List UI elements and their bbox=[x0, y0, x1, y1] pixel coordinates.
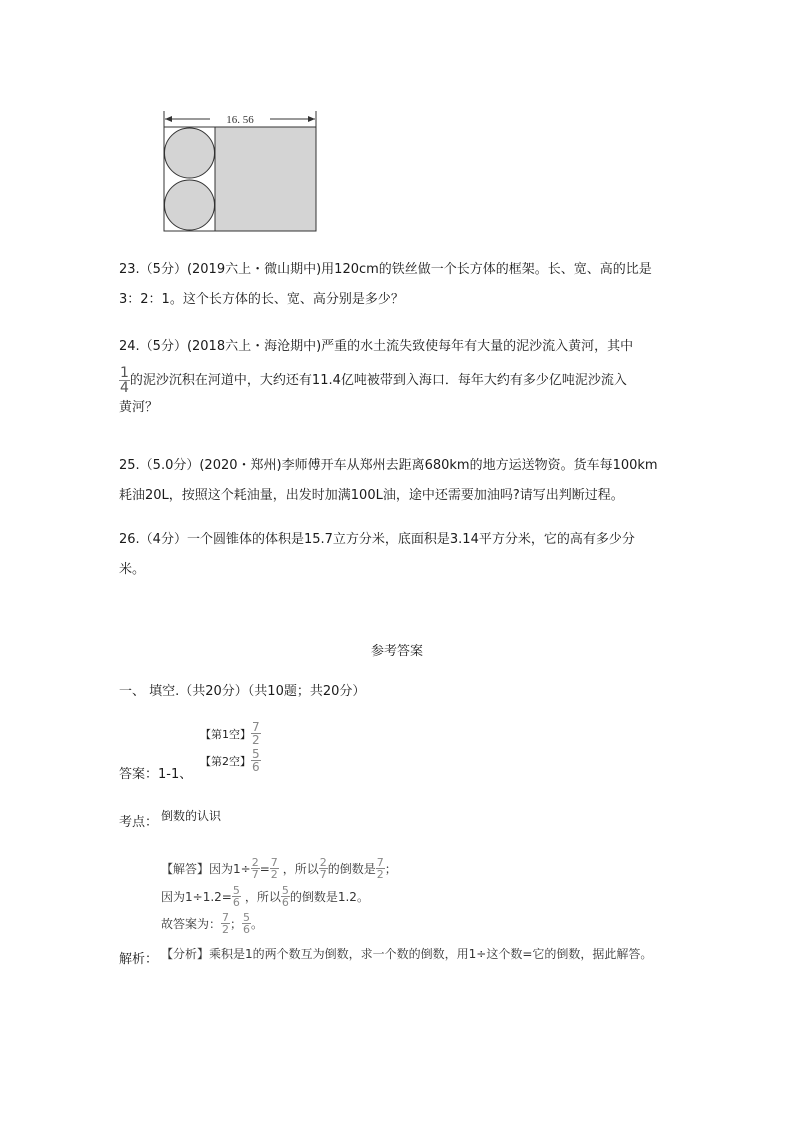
blank2-row bbox=[200, 748, 261, 773]
sol-l1-frac1: $\frac{2}{7}$ bbox=[251, 856, 259, 881]
q24-line3: 黄河？ bbox=[119, 400, 159, 415]
q25-line1: 25.（5.0分）(2020・郑州)李师傅开车从郑州去距离680km的地方运送物资。货车每100km bbox=[119, 458, 658, 473]
q26-line2: 米。 bbox=[119, 562, 146, 577]
blank1-row bbox=[200, 721, 261, 746]
answer-label: 答案：1-1、 bbox=[119, 767, 193, 782]
answers-title: 参考答案 bbox=[370, 644, 423, 659]
sol-l1-frac3: $\frac{2}{7}$ bbox=[319, 856, 327, 881]
q23-line2: 3：2：1。这个长方体的长、宽、高分别是多少？ bbox=[119, 292, 404, 307]
jiexi-label: 解析： bbox=[119, 952, 159, 967]
analysis-text: 【分析】乘积是1的两个数互为倒数，求一个数的倒数，用1÷这个数=它的倒数，据此解答。 bbox=[161, 947, 653, 961]
blank1-fraction: $\frac{7}{2}$ bbox=[252, 720, 260, 747]
kaodian-value: 倒数的认识 bbox=[161, 809, 222, 823]
sol-l2-frac1: $\frac{5}{6}$ bbox=[232, 884, 240, 909]
question-23 bbox=[119, 257, 652, 313]
circle-top bbox=[165, 128, 215, 178]
question-25 bbox=[119, 453, 658, 509]
dimension-label: 16. 56 bbox=[226, 114, 254, 126]
answers-section-heading: 一、 填空.（共20分）（共10题；共20分） bbox=[119, 684, 366, 699]
circle-bottom bbox=[165, 180, 215, 230]
question-24 bbox=[119, 334, 633, 421]
kaodian-label: 考点： bbox=[119, 815, 159, 830]
rectangle-circles-figure bbox=[160, 107, 320, 233]
q26-line1: 26.（4分）一个圆锥体的体积是15.7立方分米，底面积是3.14平方分米，它的高有多少分 bbox=[119, 532, 635, 547]
sol-l1-frac4: $\frac{7}{2}$ bbox=[376, 856, 384, 881]
question-26 bbox=[119, 527, 635, 583]
blank2-fraction: $\frac{5}{6}$ bbox=[252, 747, 260, 774]
sol-l3-frac2: $\frac{5}{6}$ bbox=[243, 911, 251, 936]
q24-line1: 24.（5分）(2018六上・海沧期中)严重的水土流失致使每年有大量的泥沙流入黄河，其中 bbox=[119, 339, 634, 354]
solution-line-1: 【解答】因为1÷ $\frac{2}{7}$ = $\frac{7}{2}$ ，所以 $\frac{2}{7}$ 的倒数是 $\frac{7}{2}$ ； bbox=[161, 856, 397, 881]
solution-line-2: 因为1÷1.2= $\frac{5}{6}$ ，所以 $\frac{5}{6}$ 的倒数是1.2。 bbox=[161, 884, 369, 909]
q23-line1: 23.（5分）(2019六上・微山期中)用120cm的铁丝做一个长方体的框架。长、宽、高的比是 bbox=[119, 262, 652, 277]
blank2-label: 【第2空】 bbox=[200, 754, 251, 768]
q24-line2: 的泥沙沉积在河道中，大约还有11.4亿吨被带到入海口．每年大约有多少亿吨泥沙流入 bbox=[129, 372, 627, 388]
blank1-label: 【第1空】 bbox=[200, 727, 251, 741]
q25-line2: 耗油20L，按照这个耗油量，出发时加满100L油，途中还需要加油吗?请写出判断过程。 bbox=[119, 488, 624, 503]
q24-line2-wrap bbox=[119, 366, 633, 395]
sol-l3-frac1: $\frac{7}{2}$ bbox=[222, 911, 230, 936]
sol-l1-frac2: $\frac{7}{2}$ bbox=[270, 856, 278, 881]
q24-fraction: $\frac{1}{4}$ bbox=[120, 365, 129, 396]
solution-line-3: 故答案为： $\frac{7}{2}$ ； $\frac{5}{6}$ 。 bbox=[161, 911, 264, 936]
sol-l2-frac2: $\frac{5}{6}$ bbox=[281, 884, 289, 909]
